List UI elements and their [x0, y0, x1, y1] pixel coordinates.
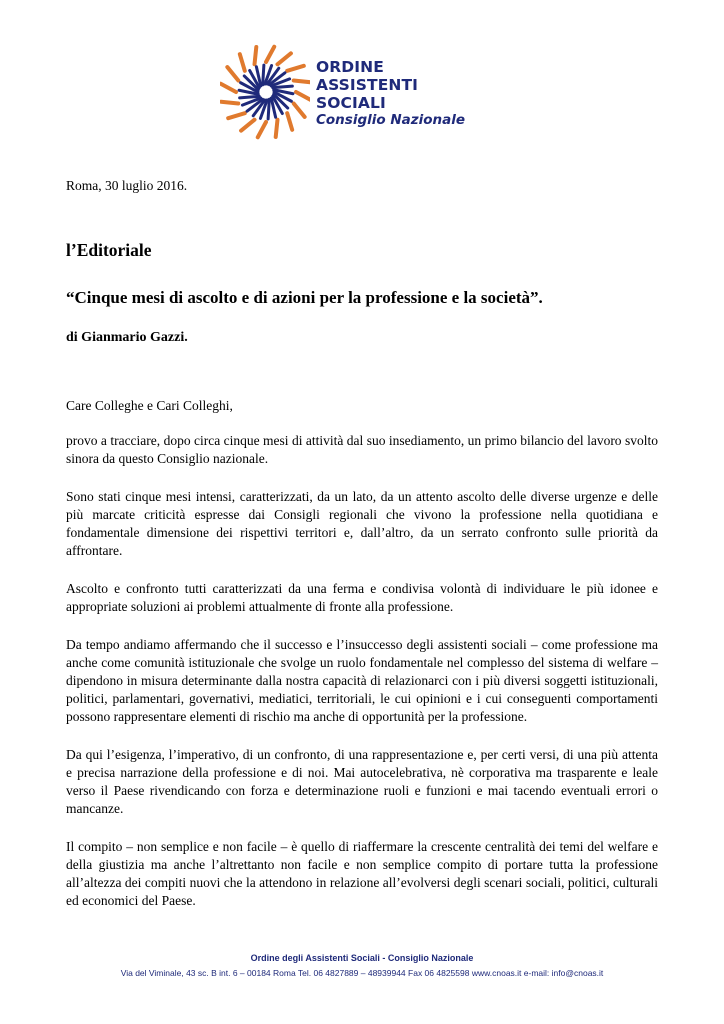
article-title: “Cinque mesi di ascolto e di azioni per la professione e la società”.	[66, 288, 543, 307]
logo-ray-outer	[221, 84, 236, 92]
logo	[220, 38, 500, 148]
letter-body	[66, 432, 658, 930]
footer-address: Via del Viminale, 43 sc. B int. 6 – 00184 Roma Tel. 06 4827889 – 48939944 Fax 06 4825598 www.cnoas.it e-mail: info@cnoas.it	[120, 968, 604, 978]
paragraph: Sono stati cinque mesi intensi, caratterizzati, da un lato, da un attento ascolto delle diverse urgenze e delle più marcate criticità espresse dai Consigli regionali che vivono la professione nella quotidiana e fondamentale dimensione dei rispettivi territori e, dall’altro, da un serrato confronto sulle priorità da affrontare.	[66, 489, 658, 558]
logo-line-sociali: SOCIALI	[316, 94, 386, 112]
footer-organization: Ordine degli Assistenti Sociali - Consiglio Nazionale	[250, 953, 474, 963]
paragraph: Da tempo andiamo affermando che il successo e l’insuccesso degli assistenti sociali – come professione ma anche come comunità istituzionale che svolge un ruolo fondamentale nel complesso del sistema di welfare – dipendono in misura determinante dalla nostra capacità di relazionarci con i più diversi soggetti istituzionali, politici, parlamentari, governativi, mediatici, territoriali, le cui opinioni e i cui conseguenti comportamenti possono rappresentare elementi di rischio ma anche di opportunità per la professione.	[66, 637, 658, 724]
paragraph: Ascolto e confronto tutti caratterizzati da una ferma e condivisa volontà di individuare le più idonee e appropriate soluzioni ai problemi attualmente di fronte alla professione.	[66, 581, 658, 614]
paragraph: Il compito – non semplice e non facile – è quello di riaffermare la crescente centralità dei temi del welfare e della giustizia ma anche l’altrettanto non facile e non semplice compito di portare tutta la professione all’altezza dei compiti nuovi che la attendono in relazione all’evolversi degli scenari sociali, politici, culturali ed economici del Paese.	[66, 839, 658, 908]
letter-date: Roma, 30 luglio 2016.	[66, 178, 188, 193]
logo-ray-outer	[276, 120, 278, 137]
logo-wordmark	[316, 58, 465, 129]
logo-ray-outer	[240, 54, 245, 71]
logo-ray-outer	[277, 53, 290, 64]
logo-line-ordine: ORDINE	[316, 58, 384, 76]
logo-ray-outer	[294, 103, 305, 116]
logo-ray-outer	[287, 66, 304, 71]
logo-ray-outer	[287, 113, 292, 130]
logo-ray-inner	[273, 86, 293, 88]
logo-ray-inner	[268, 99, 269, 119]
logo-line-assistenti: ASSISTENTI	[316, 76, 419, 94]
logo-ray-outer	[241, 120, 254, 131]
logo-center	[261, 87, 271, 97]
letter-greeting: Care Colleghe e Cari Colleghi,	[66, 398, 233, 413]
logo-ray-inner	[240, 96, 260, 98]
logo-ray-inner	[263, 65, 264, 85]
article-author: di Gianmario Gazzi.	[66, 330, 188, 345]
logo-subtitle: Consiglio Nazionale	[316, 112, 466, 128]
logo-ray-outer	[258, 122, 266, 137]
paragraph: Da qui l’esigenza, l’imperativo, di un confronto, di una rappresentazione e, per certi versi, di una più attenta e precisa narrazione della professione e di noi. Mai autocelebrativa, nè corporativa ma trasparente e leale verso il Paese rivendicando con forza e determinazione ruoli e funzioni e mai tacendo eventuali errori o mancanze.	[66, 747, 658, 816]
logo-ray-outer	[228, 113, 245, 118]
section-heading: l’Editoriale	[66, 240, 152, 260]
logo-ray-outer	[221, 102, 238, 104]
logo-emblem-icon	[220, 38, 310, 142]
logo-ray-outer	[266, 47, 274, 62]
logo-ray-outer	[255, 47, 257, 64]
logo-ray-outer	[296, 92, 310, 100]
paragraph: provo a tracciare, dopo circa cinque mesi di attività dal suo insediamento, un primo bilancio del lavoro svolto sinora da questo Consiglio nazionale.	[66, 433, 658, 466]
logo-ray-outer	[227, 67, 238, 80]
logo-ray-outer	[294, 81, 310, 83]
